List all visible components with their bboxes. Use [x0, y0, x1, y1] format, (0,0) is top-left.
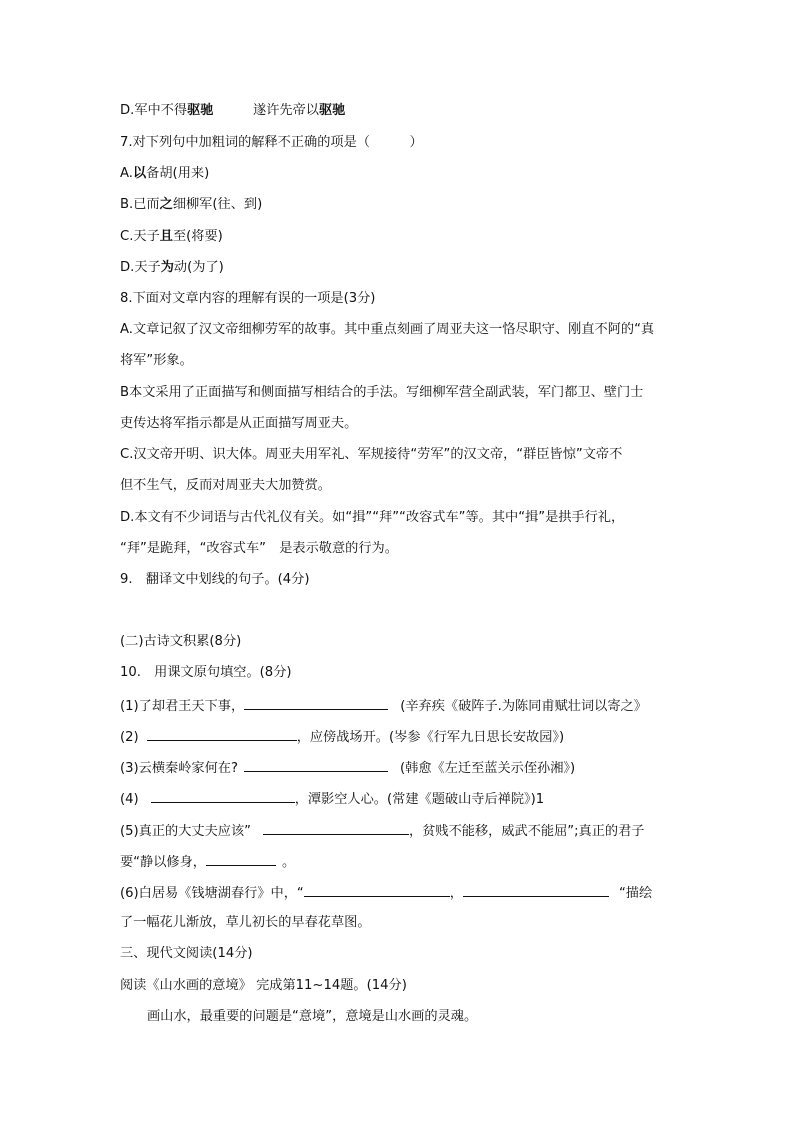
section-2-heading: (二)古诗文积累(8分)	[120, 634, 242, 649]
text: D.军中不得	[120, 103, 188, 118]
bold-word: 之	[159, 197, 173, 212]
q7-option-a	[120, 165, 209, 183]
option-d-line	[120, 102, 345, 120]
text: (2)	[120, 730, 139, 745]
bold-word: 驱驰	[187, 103, 214, 118]
answer-blank[interactable]	[463, 883, 609, 897]
q7-option-b	[120, 196, 262, 214]
text: (韩愈《左迁至蓝关示侄孙湘》)	[400, 761, 576, 776]
reading-paragraph-1: 画山水，最重要的问题是“意境”，意境是山水画的灵魂。	[147, 1009, 478, 1024]
text: 细柳军(往、到)	[172, 197, 263, 212]
text: ，潭影空人心。(常建《题破山寺后禅院》)1	[294, 792, 545, 807]
text: 备胡(用来)	[146, 166, 210, 181]
text: 至(将要)	[172, 229, 223, 244]
question-8: 8.下面对文章内容的理解有误的一项是(3分)	[120, 291, 376, 306]
text: (辛弃疾《破阵子.为陈同甫赋壮词以寄之》	[400, 699, 647, 714]
text: C.天子	[120, 229, 160, 244]
question-9: 9. 翻译文中划线的句子。(4分)	[120, 572, 310, 587]
text: (4)	[120, 792, 139, 807]
question-10: 10. 用课文原句填空。(8分)	[120, 665, 292, 680]
text: ，贫贱不能移，威武不能屈”;真正的君子	[409, 824, 645, 839]
answer-blank[interactable]	[244, 696, 388, 710]
text: 要“静以修身，	[120, 855, 206, 870]
answer-blank[interactable]	[206, 852, 276, 866]
q8-option-a-line1: A.文章记叙了汉文帝细柳劳军的故事。其中重点刻画了周亚夫这一恪尽职守、刚直不阿的“真	[120, 322, 655, 337]
text: ，	[449, 886, 463, 901]
q7-option-c	[120, 228, 223, 246]
fill-item-5-line1	[120, 821, 644, 841]
fill-item-6-line1	[120, 883, 652, 903]
text: 动(为了)	[173, 260, 224, 275]
q8-option-d-line2: “拜”是跪拜，“改容式车” 是表示敬意的行为。	[120, 541, 398, 556]
bold-word: 且	[159, 229, 173, 244]
text: (5)真正的大丈夫应该”	[120, 824, 252, 839]
answer-blank[interactable]	[263, 821, 409, 835]
answer-blank[interactable]	[147, 727, 297, 741]
q7-option-d	[120, 259, 224, 277]
reading-instruction: 阅读《山水画的意境》 完成第11~14题。(14分)	[120, 978, 407, 993]
text: “描绘	[618, 886, 653, 901]
bold-word: 驱驰	[318, 103, 346, 118]
q8-option-b-line2: 吏传达将军指示都是从正面描写周亚夫。	[120, 416, 358, 431]
text: 遂许先帝以	[213, 103, 319, 118]
text: ，应傍战场开。(岑参《行军九日思长安故园》)	[296, 730, 565, 745]
fill-item-6-line2: 了一幅花儿渐放，草儿初长的早春花草图。	[120, 915, 371, 930]
text: A.	[120, 166, 133, 181]
fill-item-5-line2	[120, 852, 295, 872]
text: B.已而	[120, 197, 160, 212]
bold-word: 以	[132, 166, 147, 181]
q8-option-b-line1: B本文采用了正面描写和侧面描写相结合的手法。写细柳军营全副武装，军门都卫、壁门士	[120, 385, 644, 400]
q8-option-d-line1: D.本文有不少词语与古代礼仪有关。如“揖”“拜”“改容式车”等。其中“揖”是拱手行礼，	[120, 510, 625, 525]
section-3-heading: 三、现代文阅读(14分)	[120, 946, 253, 961]
text: D.天子	[120, 260, 161, 275]
fill-item-1	[120, 696, 647, 716]
q8-option-c-line2: 但不生气，反而对周亚夫大加赞赏。	[120, 478, 331, 493]
question-7: 7.对下列句中加粗词的解释不正确的项是（ ）	[120, 135, 423, 150]
bold-word: 为	[160, 260, 174, 275]
q8-option-c-line1: C.汉文帝开明、识大体。周亚夫用军礼、军规接待“劳军”的汉文帝，“群臣皆惊”文帝不	[120, 447, 623, 462]
fill-item-2	[120, 727, 564, 747]
text: (1)了却君王天下事，	[120, 699, 245, 714]
text: 。	[281, 855, 296, 870]
fill-item-3	[120, 758, 575, 778]
fill-item-4	[120, 789, 544, 809]
answer-blank[interactable]	[151, 789, 295, 803]
text: (6)白居易《钱塘湖春行》中，“	[120, 886, 304, 901]
answer-blank[interactable]	[304, 883, 450, 897]
q8-option-a-line2: 将军”形象。	[120, 353, 193, 368]
text: (3)云横秦岭家何在?	[120, 761, 238, 776]
answer-blank[interactable]	[244, 758, 388, 772]
